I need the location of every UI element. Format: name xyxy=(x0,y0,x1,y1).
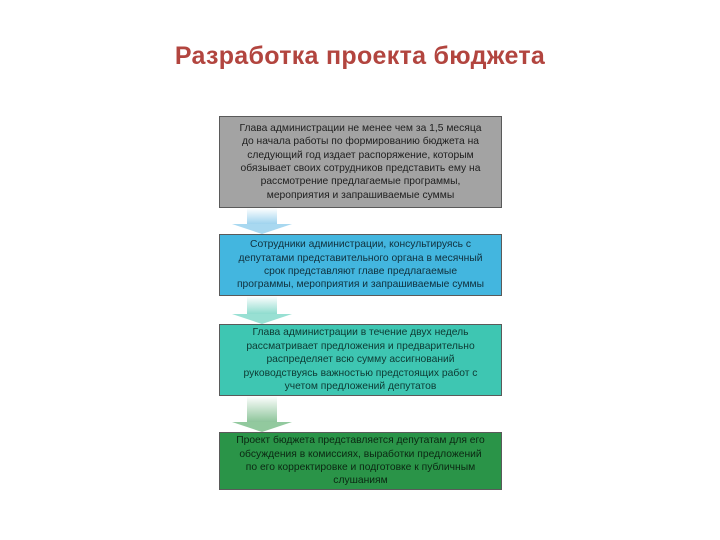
step-text xyxy=(237,238,484,292)
page-title: Разработка проекта бюджета xyxy=(174,42,546,70)
step-line: по его корректировке и подготовке к публичным xyxy=(245,462,476,473)
step-line: программы, мероприятия и запрашиваемые суммы xyxy=(236,279,485,291)
step-line: обязывает своих сотрудников представить ему на xyxy=(240,163,481,174)
step-text xyxy=(236,434,485,488)
step-line: обсуждения в комиссиях, выработки предложений xyxy=(239,448,482,460)
step-box-2 xyxy=(219,234,502,296)
step-line: рассматривает предложения и предварительно xyxy=(246,340,475,352)
down-arrow-icon xyxy=(232,208,292,234)
step-line: Проект бюджета представляется депутатам для его xyxy=(236,435,485,447)
step-box-1 xyxy=(219,116,502,208)
step-line: руководствуясь важностью предстоящих работ с xyxy=(243,367,478,379)
step-line: мероприятия и запрашиваемые суммы xyxy=(266,189,455,201)
step-text xyxy=(244,326,478,393)
step-line: учетом предложений депутатов xyxy=(284,381,437,393)
step-line: следующий год издает распоряжение, которым xyxy=(247,149,474,161)
step-line: Глава администрации не менее чем за 1,5 месяца xyxy=(239,122,482,134)
step-line: до начала работы по формированию бюджета на xyxy=(241,136,480,148)
step-line: срок представляют главе предлагаемые xyxy=(263,266,458,277)
step-line: Глава администрации в течение двух недель xyxy=(252,327,469,339)
step-box-3 xyxy=(219,324,502,396)
step-line: слушаниям xyxy=(333,475,388,487)
step-line: распределяет всю сумму ассигнований xyxy=(266,354,455,366)
step-line: Сотрудники администрации, консультируясь с xyxy=(250,239,471,251)
step-text xyxy=(239,122,481,202)
step-line: депутатами представительного органа в месячный xyxy=(238,252,483,264)
down-arrow-icon xyxy=(232,396,292,432)
step-line: рассмотрение предлагаемые программы, xyxy=(260,176,461,188)
step-box-4 xyxy=(219,432,502,490)
down-arrow-icon xyxy=(232,296,292,324)
